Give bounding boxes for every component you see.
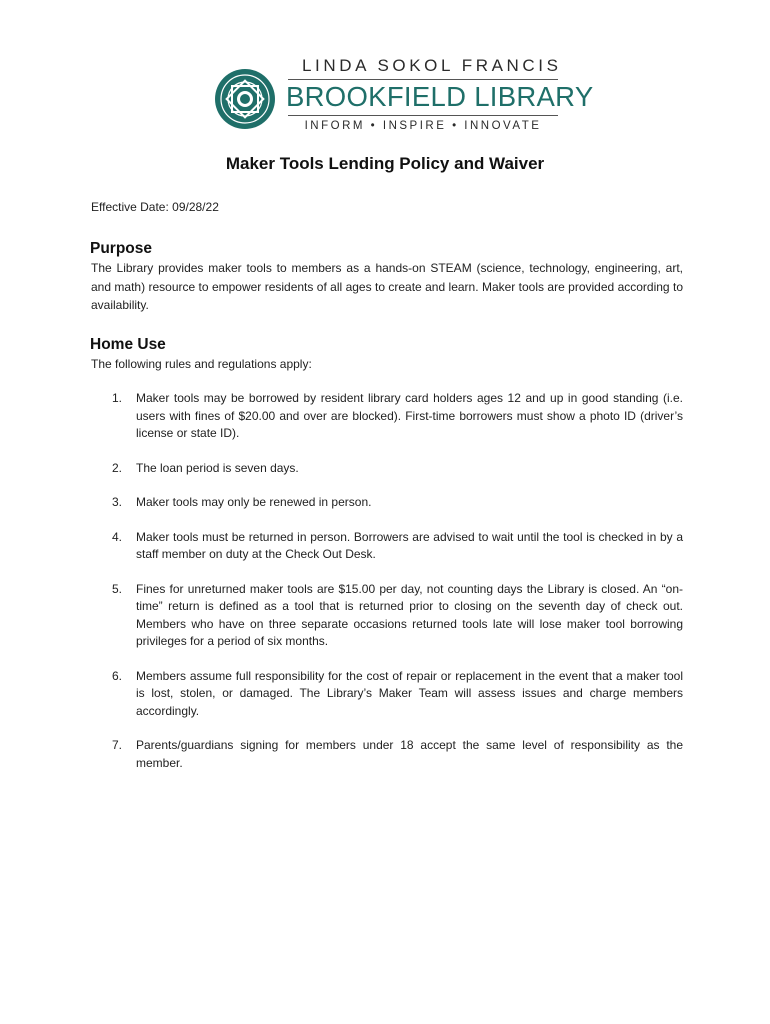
list-item (91, 390, 683, 443)
list-item-text: Maker tools must be returned in person. Borrowers are advised to wait until the tool is checked in by a staff member on duty at the Check Out Desk. (136, 529, 683, 561)
effective-date: Effective Date: 09/28/22 (91, 200, 219, 214)
list-item-number: 6. (112, 668, 123, 683)
list-item (91, 668, 683, 721)
list-item-text: Maker tools may only be renewed in person. (136, 495, 372, 509)
section-heading-purpose: Purpose (90, 240, 153, 257)
rules-list (91, 390, 683, 789)
list-item (91, 529, 683, 564)
list-item-text: Fines for unreturned maker tools are $15.00 per day, not counting days the Library is closed. An “on-time” return is defined as a tool that is returned prior to closing on the seventh day of check out. Members who have on three separate occasions returned tools late will lose maker tool borrowing privileges for a period of six months. (136, 581, 683, 648)
logo-top-text: LINDA SOKOL FRANCIS (302, 56, 562, 75)
logo-library-name: BROOKFIELD LIBRARY (286, 81, 594, 112)
list-item (91, 737, 683, 772)
list-item (91, 460, 683, 478)
home-use-intro: The following rules and regulations apply: (91, 357, 312, 371)
list-item (91, 494, 683, 512)
section-heading-home-use: Home Use (90, 336, 166, 353)
list-item-text: The loan period is seven days. (136, 460, 299, 475)
list-item-number: 5. (112, 581, 123, 596)
list-item (91, 581, 683, 651)
list-item-number: 4. (112, 529, 123, 544)
list-item-number: 3. (112, 495, 123, 509)
logo-divider (288, 115, 558, 116)
purpose-paragraph: The Library provides maker tools to members as a hands-on STEAM (science, technology, engineering, art, and math) resource to empower residents of all ages to create and learn. Maker tools are provided according to availability. (91, 261, 683, 312)
library-emblem-icon (214, 68, 276, 130)
list-item-number: 2. (112, 460, 123, 475)
list-item-text: Parents/guardians signing for members under 18 accept the same level of responsibility as the member. (136, 738, 683, 770)
list-item-number: 7. (112, 738, 123, 752)
document-title: Maker Tools Lending Policy and Waiver (225, 154, 545, 173)
library-logo (214, 54, 594, 138)
list-item-text: Maker tools may be borrowed by resident library card holders ages 12 and up in good standing (i.e. users with fines of $20.00 and over are blocked). First-time borrowers must show a photo ID (driver’s license or state ID). (136, 391, 683, 440)
list-item-number: 1. (112, 391, 123, 405)
logo-tagline: INFORM • INSPIRE • INNOVATE (304, 120, 542, 132)
list-item-text: Members assume full responsibility for the cost of repair or replacement in the event that a maker tool is lost, stolen, or damaged. The Library’s Maker Team will assess issues and charge members accordingly. (136, 668, 683, 718)
